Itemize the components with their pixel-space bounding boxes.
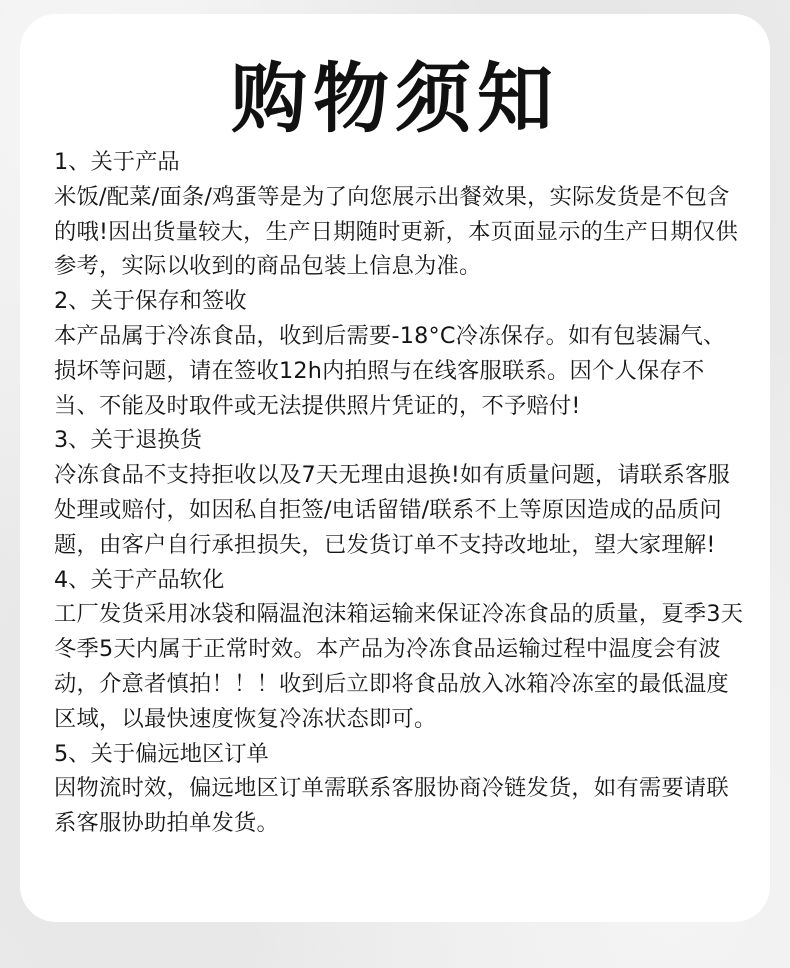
section-heading: 1、关于产品 bbox=[54, 149, 180, 175]
section-storage bbox=[54, 284, 744, 423]
section-body: 本产品属于冷冻食品，收到后需要-18°C冷冻保存。如有包装漏气、损坏等问题，请在签收12h内拍照与在线客服联系。因个人保存不当、不能及时取件或无法提供照片凭证的，不予赔付! bbox=[54, 322, 726, 419]
section-remote-orders bbox=[54, 737, 744, 841]
section-body: 米饭/配菜/面条/鸡蛋等是为了向您展示出餐效果，实际发货是不包含的哦!因出货量较大，生产日期随时更新，本页面显示的生产日期仅供参考，实际以收到的商品包装上信息为准。 bbox=[54, 183, 739, 280]
section-body: 工厂发货采用冰袋和隔温泡沫箱运输来保证冷冻食品的质量，夏季3天冬季5天内属于正常时效。本产品为冷冻食品运输过程中温度会有波动，介意者慎拍！！！收到后立即将食品放入冰箱冷冻室的最低温度区域，以最快速度恢复冷冻状态即可。 bbox=[54, 601, 744, 732]
section-product bbox=[54, 145, 744, 284]
notice-card bbox=[20, 14, 770, 922]
section-heading: 3、关于退换货 bbox=[54, 427, 202, 454]
section-softening bbox=[54, 563, 744, 737]
page-title: 购物须知 bbox=[231, 54, 559, 143]
section-heading: 2、关于保存和签收 bbox=[54, 288, 247, 315]
section-body: 冷冻食品不支持拒收以及7天无理由退换!如有质量问题，请联系客服处理或赔付，如因私自拒签/电话留错/联系不上等原因造成的品质问题，由客户自行承担损失，已发货订单不支持改地址，望大家理解! bbox=[54, 462, 730, 558]
section-heading: 5、关于偏远地区订单 bbox=[54, 740, 269, 767]
section-returns bbox=[54, 423, 744, 562]
section-body: 因物流时效，偏远地区订单需联系客服协商冷链发货，如有需要请联系客服协助拍单发货。 bbox=[54, 775, 729, 837]
section-heading: 4、关于产品软化 bbox=[54, 566, 225, 593]
notice-list bbox=[54, 145, 744, 841]
